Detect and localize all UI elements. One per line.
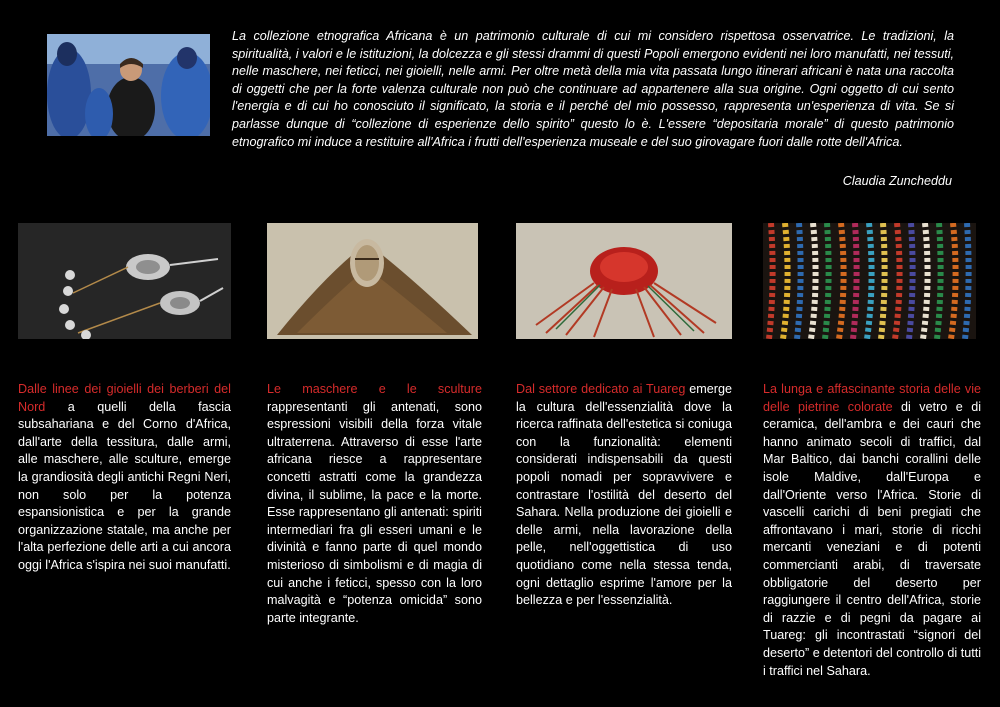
mask-image-art xyxy=(267,223,478,339)
column-tuareg-body: emerge la cultura dell'essenzialità dove la ricerca raffinata dell'estetica si coniuga con la funzionalità: elementi considerati indispensabili da questi popoli nomadi per sopravvivere e contrastare l'ostilità del deserto del Sahara. Nella produzione dei gioielli e delle armi, nella lavorazione della pelle, nell'oggettistica di uso quotidiano come nella stessa tenda, ogni dettaglio esprime l'amore per la bellezza e per l'essenzialità. xyxy=(516,382,732,608)
intro-text: La collezione etnografica Africana è un patrimonio culturale di cui mi considero rispettosa osservatrice. Le tradizioni, la spiritualità, i valori e le istituzioni, la dolcezza e gli stessi drammi di questi Popoli emergono evidenti nei loro manufatti, nei tessuti, nelle maschere, nei feticci, nei gioielli, nelle armi. Per oltre metà della mia vita passata lungo itinerari africani è nata una raccolta di oggetti che per la forte valenza culturale non può che continuare ad appartenere alla sua origine. Ogni oggetto di cui sento l'energia e di cui ho conosciuto il significato, la storia e il perché del mio possesso, rappresenta un'esperienza di vita. Se si parlasse dunque di “collezione di esperienze dello spirito” questo lo è. L'essere “depositaria morale” di questo patrimonio etnografico mi induce a restituire all'Africa i frutti dell'esperienza museale e del suo girovagare fuori dalle rotte dell'Africa. xyxy=(232,29,954,149)
intro-photo xyxy=(47,34,210,136)
column-jewelry-highlight: Dalle linee dei gioielli dei berberi del Nord xyxy=(18,382,231,414)
column-tuareg-text xyxy=(516,381,732,610)
signature: Claudia Zuncheddu xyxy=(842,174,952,188)
mask-image xyxy=(267,223,478,339)
beads-image xyxy=(763,223,976,339)
tuareg-image xyxy=(516,223,732,339)
column-tuareg-highlight: Dal settore dedicato ai Tuareg xyxy=(516,382,686,396)
jewelry-image-art xyxy=(18,223,231,339)
intro-photo-art xyxy=(47,34,210,136)
column-jewelry-body: a quelli della fascia subsahariana e del Corno d'Africa, dall'arte della tessitura, dalle armi, alle maschere, alle sculture, emerge la grandiosità degli antichi Regni Neri, non solo per la potenza espansionistica e per la grande organizzazione statale, ma anche per l'alta perfezione delle arti a cui ancora oggi l'Africa s'ispira nei suoi manufatti. xyxy=(18,399,231,572)
jewelry-image xyxy=(18,223,231,339)
column-beads-body: di vetro e di ceramica, dell'ambra e dei cauri che hanno animato secoli di traffici, dal Mar Baltico, dai banchi corallini delle isole Maldive, dall'Europa e dall'Oriente verso l'Africa. Storie di vascelli carichi di beni pregiati che affrontavano i mari, storie di ricchi mercanti veneziani e di potenti commercianti arabi, di traversate obbligatorie del deserto per raggiungere il centro dell'Africa, storie di razzie e di pegni da pagare ai Tuareg: gli incontrastati “signori del deserto” e detentori del controllo di tutti i traffici nel Sahara. xyxy=(763,399,981,678)
column-masks-highlight: Le maschere e le sculture xyxy=(267,382,482,396)
column-beads-text xyxy=(763,381,981,680)
column-masks-text xyxy=(267,381,482,627)
tuareg-image-art xyxy=(516,223,732,339)
column-masks-body: rappresentanti gli antenati, sono espressioni visibili della forza vitale ultraterrena. Attraverso di esse l'arte africana riesce a rappresentare concetti astratti come la grandezza divina, il sublime, la pace e la morte. Esse rappresentano gli antenati: spiriti intermediari fra gli esseri umani e le divinità e fanno parte di quel mondo misterioso di simbolismi e di magia di cui anche i feticci, spesso con la loro malvagità e “potenza omicida” sono parte integrante. xyxy=(267,399,482,625)
column-jewelry-text xyxy=(18,381,231,575)
beads-image-art xyxy=(763,223,976,339)
column-beads-highlight: La lunga e affascinante storia delle vie delle pietrine colorate xyxy=(763,382,981,414)
